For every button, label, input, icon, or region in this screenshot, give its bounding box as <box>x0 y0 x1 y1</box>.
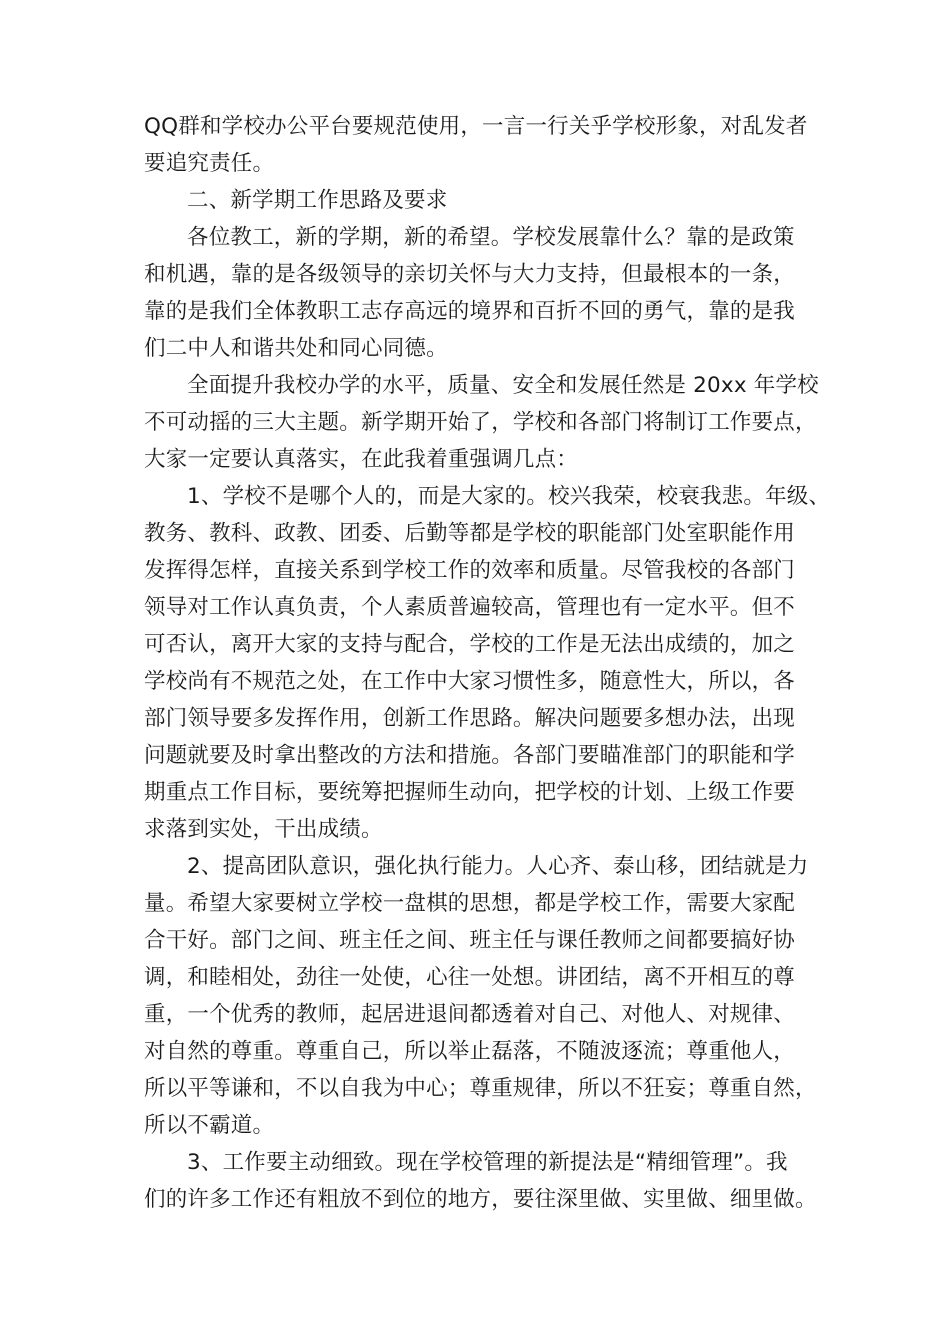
text-line: 发挥得怎样，直接关系到学校工作的效率和质量。尽管我校的各部门 <box>144 558 796 583</box>
text-line: 不可动摇的三大主题。新学期开始了，学校和各部门将制订工作要点， <box>144 410 817 435</box>
text-line: 所以不霸道。 <box>144 1113 275 1138</box>
text-line: 重，一个优秀的教师，起居进退间都透着对自己、对他人、对规律、 <box>144 1002 796 1027</box>
text-line: 求落到实处，干出成绩。 <box>144 817 383 842</box>
text-line: 部门领导要多发挥作用，创新工作思路。解决问题要多想办法，出现 <box>144 706 796 731</box>
text-line: 可否认，离开大家的支持与配合，学校的工作是无法出成绩的，加之 <box>144 632 796 657</box>
text-line: 3、工作要主动细致。现在学校管理的新提法是“精细管理”。我 <box>187 1150 788 1175</box>
text-line: 对自然的尊重。尊重自己，所以举止磊落，不随波逐流；尊重他人， <box>144 1039 796 1064</box>
text-line: 领导对工作认真负责，个人素质普遍较高，管理也有一定水平。但不 <box>144 595 796 620</box>
text-line: 所以平等谦和，不以自我为中心；尊重规律，所以不狂妄；尊重自然， <box>144 1076 817 1101</box>
text-line: 各位教工，新的学期，新的希望。学校发展靠什么？靠的是政策 <box>187 225 795 250</box>
text-line: QQ群和学校办公平台要规范使用，一言一行关乎学校形象，对乱发者 <box>144 114 808 139</box>
text-line: 期重点工作目标，要统筹把握师生动向，把学校的计划、上级工作要 <box>144 780 796 805</box>
document-body <box>144 108 834 1218</box>
text-line: 全面提升我校办学的水平，质量、安全和发展任然是 20xx 年学校 <box>187 373 819 398</box>
text-line: 2、提高团队意识，强化执行能力。人心齐、泰山移，团结就是力 <box>187 854 809 879</box>
text-line: 大家一定要认真落实，在此我着重强调几点： <box>144 447 579 472</box>
text-line: 1、学校不是哪个人的，而是大家的。校兴我荣，校衰我悲。年级、 <box>187 484 831 509</box>
text-line: 们的许多工作还有粗放不到位的地方，要往深里做、实里做、细里做。 <box>144 1187 817 1212</box>
text-line: 合干好。部门之间、班主任之间、班主任与课任教师之间都要搞好协 <box>144 928 796 953</box>
text-line: 量。希望大家要树立学校一盘棋的思想，都是学校工作，需要大家配 <box>144 891 796 916</box>
text-line: 教务、教科、政教、团委、后勤等都是学校的职能部门处室职能作用 <box>144 521 796 546</box>
text-line: 学校尚有不规范之处，在工作中大家习惯性多，随意性大，所以，各 <box>144 669 796 694</box>
text-line: 调，和睦相处，劲往一处使，心往一处想。讲团结，离不开相互的尊 <box>144 965 796 990</box>
text-line: 靠的是我们全体教职工志存高远的境界和百折不回的勇气，靠的是我 <box>144 299 796 324</box>
text-line: 要追究责任。 <box>144 151 275 176</box>
text-line: 和机遇，靠的是各级领导的亲切关怀与大力支持，但最根本的一条， <box>144 262 796 287</box>
text-line: 问题就要及时拿出整改的方法和措施。各部门要瞄准部门的职能和学 <box>144 743 796 768</box>
text-line: 们二中人和谐共处和同心同德。 <box>144 336 448 361</box>
text-line: 二、新学期工作思路及要求 <box>187 188 448 213</box>
